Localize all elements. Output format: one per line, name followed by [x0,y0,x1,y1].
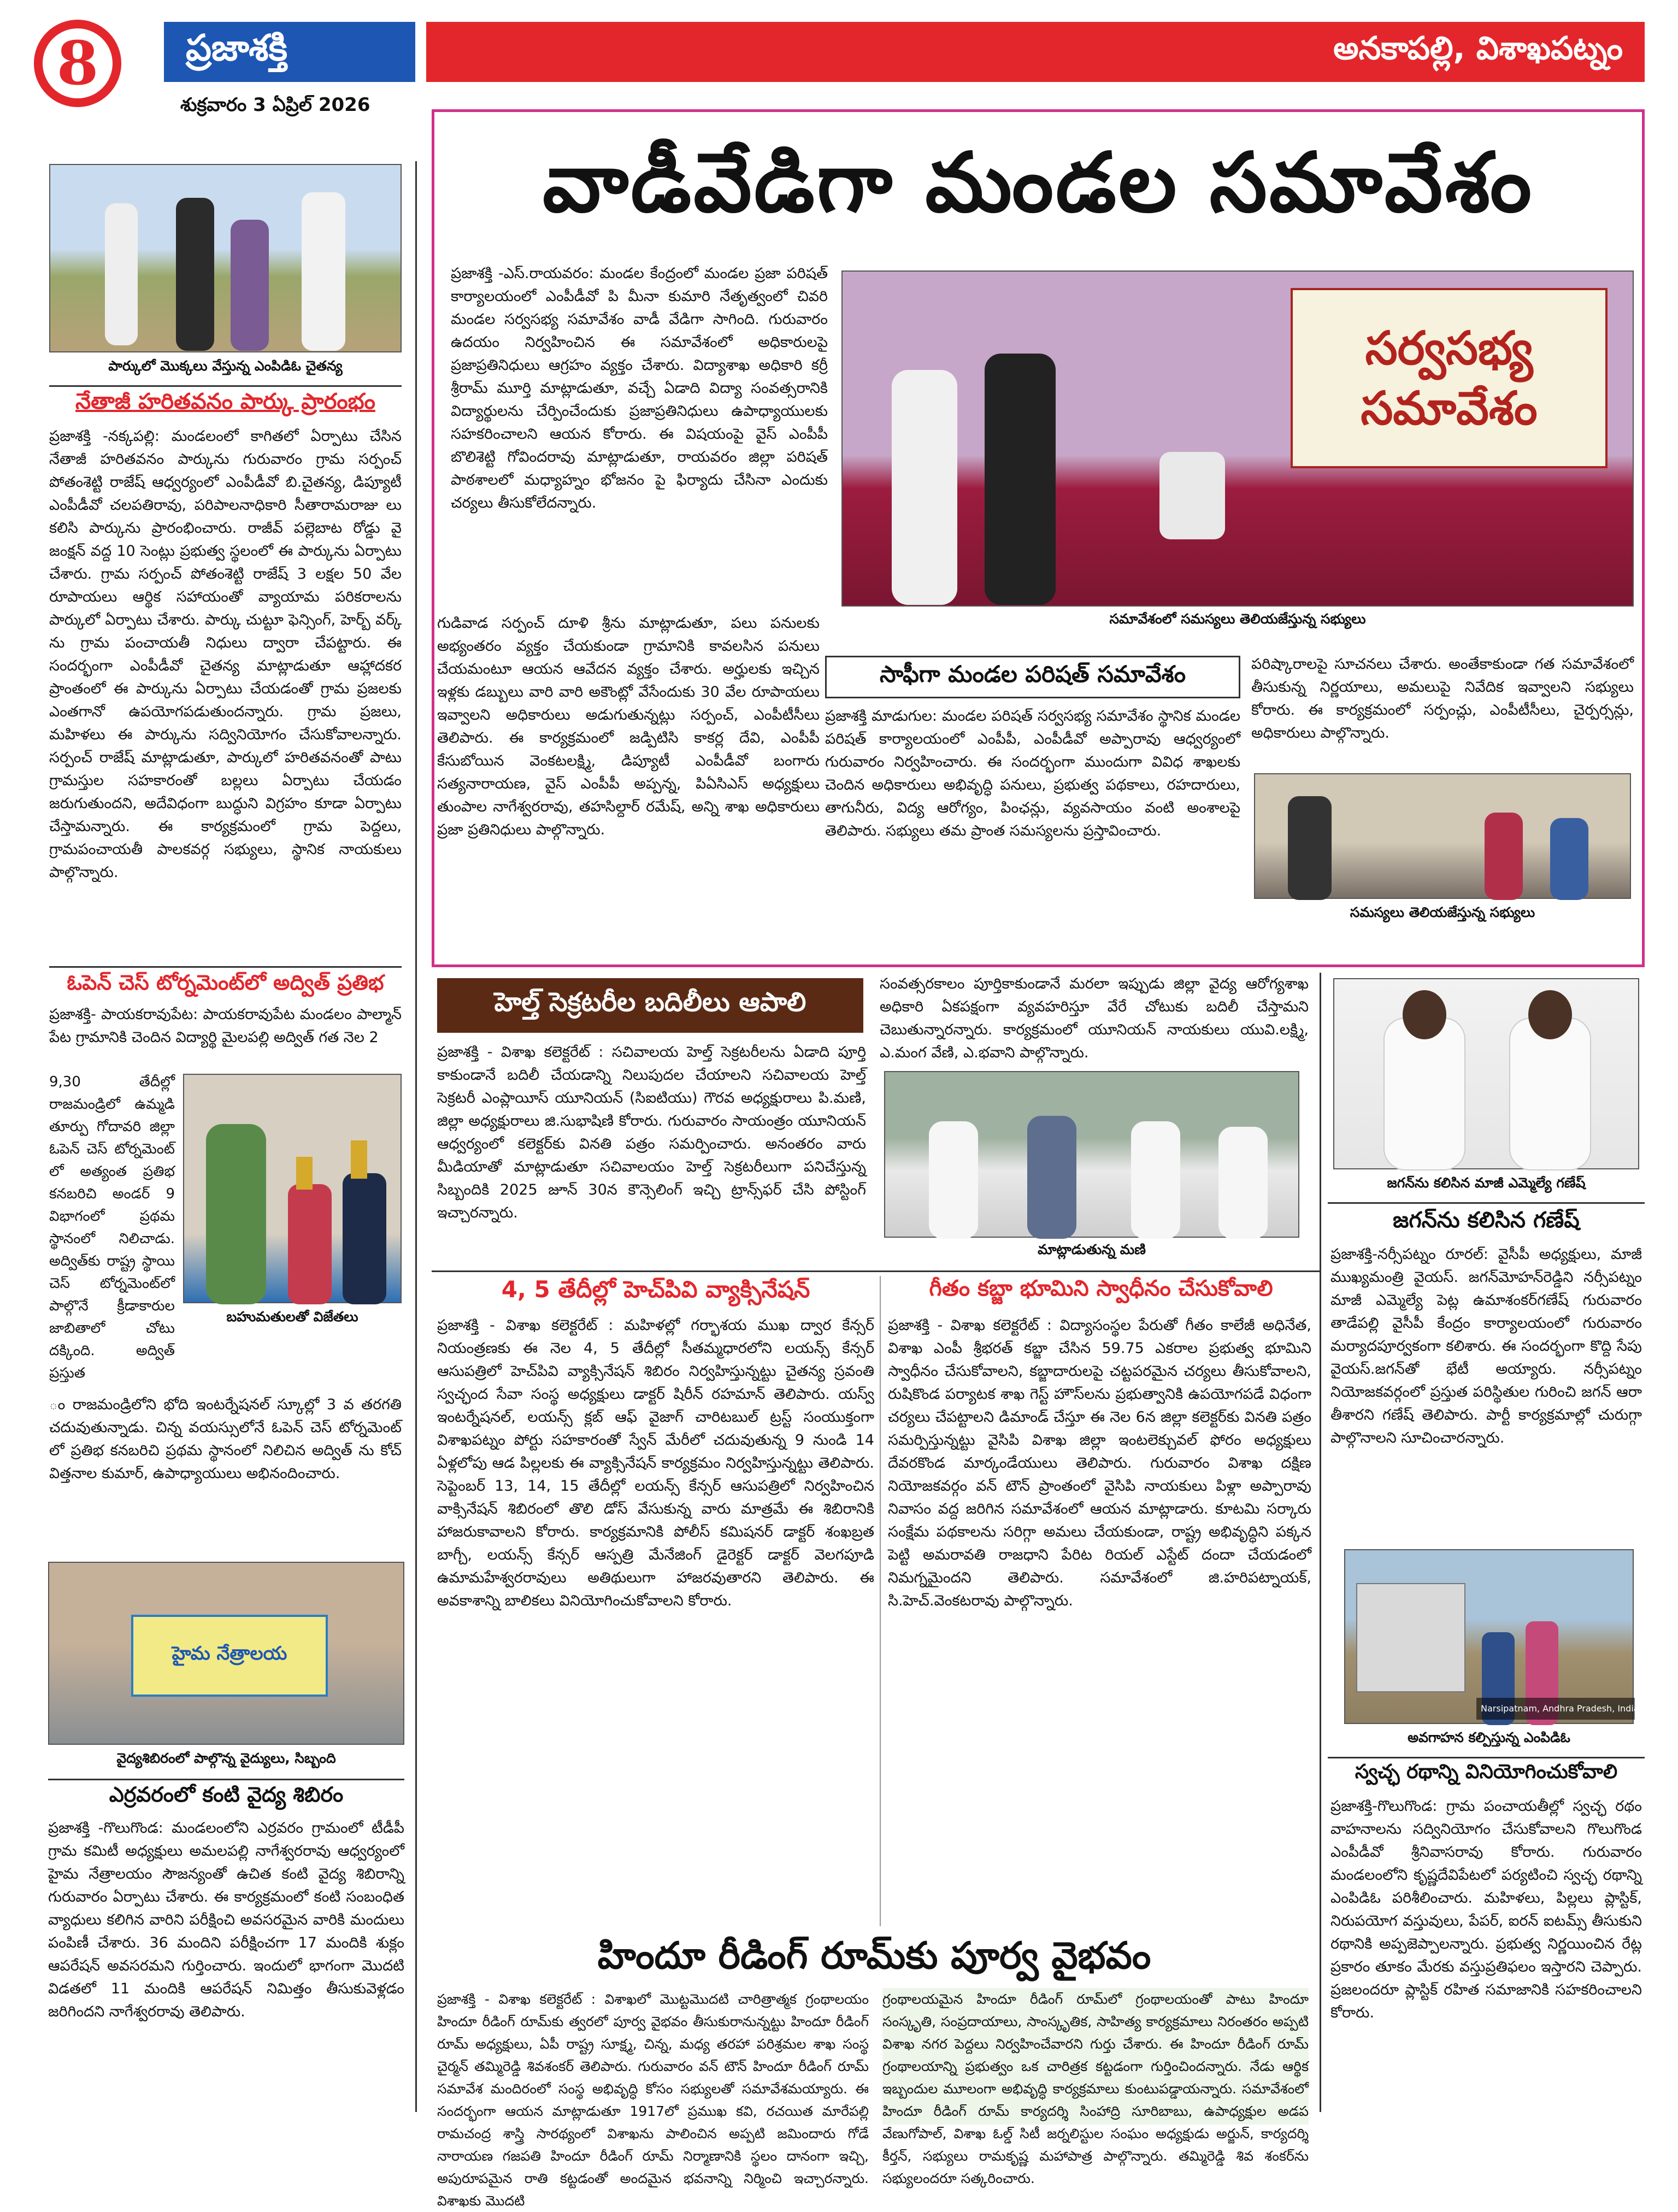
gitam-body: ప్రజాశక్తి - విశాఖ కలెక్టరేట్ : విద్యాసంస్థల పేరుతో గీతం కాలేజీ అధినేత, విశాఖ ఎంపీ శ్రీభరత్ కబ్జా చేసిన 59.75 ఎకరాల ప్రభుత్వ భూమిని స్వాధీనం చేసుకోవాలని, కబ్జాదారులపై చట్టపరమైన చర్యలు తీసుకోవాలని, రుషికొండ పర్యాటక శాఖ గెస్ట్ హౌస్‌లను ప్రభుత్వానికి ఉపయోగపడే విధంగా చర్యలు చేపట్టాలని డిమాండ్ చేస్తూ ఈ నెల 6న జిల్లా కలెక్టర్‌కు వినతి పత్రం సమర్పిస్తున్నట్టు వైసిపి విశాఖ జిల్లా ఇంటలెక్చువల్ ఫోరం అధ్యక్షులు దేవరకొండ మార్కండేయులు తెలిపారు. గురువారం విశాఖ దక్షిణ నియోజకవర్గం వన్ టౌన్ ప్రాంతంలో వైసిపి నాయకులు పిళ్లా అప్పారావు నివాసం వద్ద జరిగిన సమావేశంలో ఆయన మాట్లాడారు. కూటమి సర్కారు సంక్షేమ పథకాలను సరిగ్గా అమలు చేయకుండా, రాష్ట్ర అభివృద్ధిని పక్కన పెట్టి అమరావతి రాజధాని పేరిట రియల్ ఎస్టేట్ దందా చేయడంలో నిమగ్నమైందని తెలిపారు. సమావేశంలో జి.హరిపట్నాయక్, సి.హెచ్.వెంకటరావు పాల్గొన్నారు. [888,1317,1311,1609]
edition-bar [426,22,1645,82]
lead-body-part2: గుడివాడ సర్పంచ్ దూళి శ్రీను మాట్లాడుతూ, పలు పనులకు అభ్యంతరం వ్యక్తం చేయకుండా గ్రామానికి కావలసిన పనులు చేయమంటూ ఆయన ఆవేదన వ్యక్తం చేశారు. అర్హులకు ఇచ్చిన ఇళ్లకు డబ్బులు వారి వారి అకౌంట్లో వేసేందుకు 30 వేల రూపాయలు ఇవ్వాలని అధికారులు అడుగుతున్నట్లు సర్పంచ్, ఎంపీటీసీలు తెలిపారు. ఈ కార్యక్రమంలో జడ్పిటిసి కాకర్ల దేవి, ఎంపీపీ కేసుబోయిన వెంకటలక్ష్మి, డిప్యూటీ ఎంపీడీవో బంగారు సత్యనారాయణ, వైస్ ఎంపీపీ అప్పన్న, పిఏసిఎస్ అధ్యక్షులు తుంపాల నాగేశ్వరరావు, తహసిల్దార్ రమేష్, అన్ని శాఖ అధికారులు ప్రజా ప్రతినిధులు పాల్గొన్నారు. [437,615,820,838]
eye-camp-photo [48,1562,404,1745]
chess-photo-caption: బహుమతులతో విజేతలు [226,1309,358,1325]
hindu-body-part2: గ్రంథాలయమైన హిందూ రీడింగ్ రూమ్‌లో గ్రంథాలయంతో పాటు హిందూ సంస్కృతి, సంప్రదాయాలు, సాంస్కృతిక, సాహిత్య కార్యక్రమాలు నిరంతరం అప్పటి విశాఖ నగర పెద్దలు నిర్వహించేవారని గుర్తు చేశారు. ఈ హిందూ రీడింగ్ రూమ్ గ్రంథాలయాన్ని ప్రభుత్వం ఒక చారిత్రక కట్టడంగా గుర్తించిందన్నారు. నేడు ఆర్థిక ఇబ్బందుల మూలంగా అభివృద్ధి కార్యక్రమాలు కుంటుపడ్డాయన్నారు. సమావేశంలో హిందూ రీడింగ్ రూమ్ కార్యదర్శి సింహాద్రి సూరిబాబు, ఉపాధ్యక్షుల అడప వేణుగోపాల్, విశాఖ ఓల్డ్ సిటీ జర్నలిస్టుల సంఘం అధ్యక్షుడు అర్జున్, కార్యదర్శి కీర్తన్, సభ్యులు రామకృష్ణ మహాపాత్ర పాల్గొన్నారు. తమ్మిరెడ్డి శివ శంకర్‌ను సభ్యులందరూ సత్కరించారు. [882,1988,1309,2125]
park-photo [49,164,402,352]
health-protest-photo [884,1071,1299,1238]
clean-drive-caption: అవగాహన కల్పిస్తున్న ఎంపిడిఓ [1408,1729,1570,1745]
gitam-headline: గీతం కబ్జా భూమిని స్వాధీనం చేసుకోవాలి [929,1276,1273,1301]
clean-headline: స్వచ్ఛ రథాన్ని వినియోగించుకోవాలి [1355,1761,1618,1783]
park-headline: నేతాజీ హరితవనం పార్కు ప్రారంభం [75,389,375,414]
jagan-headline: జగన్‌ను కలిసిన గణేష్ [1393,1208,1580,1233]
jagan-photo-caption: జగన్‌ను కలిసిన మాజీ ఎమ్మెల్యే గణేష్ [1387,1175,1586,1191]
issue-date: శుక్రవారం 3 ఏప్రిల్ 2026 [180,94,370,116]
clean-drive-photo [1344,1549,1639,1724]
health-body-part2: సంవత్సరకాలం పూర్తికాకుండానే మరలా ఇప్పుడు జిల్లా వైద్య ఆరోగ్యశాఖ అధికారి ఏకపక్షంగా వ్యవహరిస్తూ వేరే చోటుకు బదిలీ చేస్తామని చెబుతున్నారన్నారు. కార్యక్రమంలో యూనియన్ నాయకులు యువి.లక్ష్మి, ఎ.మంగ వేణి, ఎ.భవాని పాల్గొన్నారు. [880,975,1309,1061]
chess-headline: ఓపెన్ చెస్ టోర్నమెంట్‌లో అద్విత్ ప్రతిభ [67,970,384,995]
health-body-part1: ప్రజాశక్తి - విశాఖ కలెక్టరేట్ : సచివాలయ హెల్త్ సెక్రటరీలను ఏడాది పూర్తి కాకుండానే బదిలీ చేయడాన్ని నిలుపుదల చేయాలని సచివాలయ హెల్త్ సెక్రటరీ ఎంప్లాయీస్ యూనియన్ (సిఐటియు) గౌరవ అధ్యక్షురాలు పి.మణి, జిల్లా అధ్యక్షురాలు జి.సుభాషిణి కోరారు. గురువారం సాయంత్రం యూనియన్ ఆధ్వర్యంలో కలెక్టర్‌కు వినతి పత్రం సమర్పించారు. అనంతరం వారు మీడియాతో మాట్లాడుతూ సచివాలయం హెల్త్ సెక్రటరీలుగా పనిచేస్తున్న సిబ్బందికి 2025 జూన్ 30న కౌన్సెలింగ్ ఇచ్చి ట్రాన్స్‌ఫర్ చేసి పోస్టింగ్ ఇచ్చారన్నారు. [437,1044,866,1221]
jagan-body: ప్రజాశక్తి-నర్సీపట్నం రూరల్: వైసీపీ అధ్యక్షులు, మాజీ ముఖ్యమంత్రి వైయస్. జగన్‌మోహన్‌రెడ్డిని నర్సీపట్నం మాజీ ఎమ్మెల్యే పెట్ల ఉమాశంకర్‌గణేష్ గురువారం తాడేపల్లి వైసీపీ కేంద్రం కార్యాలయంలో గురువారం మర్యాదపూర్వకంగా కలిశారు. ఈ సందర్భంగా కొద్ది సేపు వైయస్.జగన్‌తో భేటీ అయ్యారు. నర్సీపట్నం నియోజకవర్గంలో ప్రస్తుత పరిస్థితుల గురించి జగన్ ఆరా తీశారని గణేష్ తెలిపారు. పార్టీ కార్యక్రమాల్లో చురుగ్గా పాల్గొనాలని సూచించారన్నారు. [1330,1246,1642,1446]
lead-photo-banner-text: సర్వసభ్య సమావేశం [1361,321,1538,435]
park-photo-caption: పార్కులో మొక్కలు వేస్తున్న ఎంపిడిఓ చైతన్య [108,358,343,374]
safi-headline-box [825,656,1240,698]
health-headline: హెల్త్ సెక్రటరీల బదిలీలు ఆపాలి [494,987,806,1017]
edition-name: అనకాపల్లి, విశాఖపట్నం [1333,29,1623,67]
health-photo-caption: మాట్లాడుతున్న మణి [1038,1242,1146,1257]
chess-body-top: ప్రజాశక్తి- పాయకరావుపేట: పాయకరావుపేట మండలం పాల్మాన్ పేట గ్రామానికి చెందిన విద్యార్థి మైలపల్లి అద్విత్ గత నెల 2 [49,1006,402,1046]
health-headline-box [437,978,863,1033]
eye-camp-body: ప్రజాశక్తి -గొలుగొండ: మండలంలోని ఎర్రవరం గ్రామంలో టీడీపీ గ్రామ కమిటీ అధ్యక్షులు అమలపల్లి నాగేశ్వరరావు ఆధ్వర్యంలో హైమ నేత్రాలయం సౌజన్యంతో ఉచిత కంటి వైద్య శిబిరాన్ని గురువారం ఏర్పాటు చేశారు. ఈ కార్యక్రమంలో కంటి సంబంధిత వ్యాధులు కలిగిన వారిని పరీక్షించి అవసరమైన వారికి మందులు పంపిణీ చేశారు. 36 మందిని పరీక్షించగా 17 మందికి శుక్లం ఆపరేషన్ అవసరమని గుర్తించారు. ఇందులో భాగంగా మొదటి విడతలో 11 మందికి ఆపరేషన్ నిమిత్తం తీసుకువెళ్లడం జరిగిందని నాగేశ్వరరావు తెలిపారు. [48,1820,404,2020]
jagan-photo [1333,978,1639,1169]
clean-body: ప్రజాశక్తి-గొలుగొండ: గ్రామ పంచాయతీల్లో స్వచ్ఛ రథం వాహనాలను సద్వినియోగం చేసుకోవాలని గొలుగొండ ఎంపీడీవో శ్రీనివాసరావు కోరారు. గురువారం మండలంలోని కృష్ణదేవిపేటలో పర్యటించి స్వచ్ఛ రథాన్ని ఎంపిడిఓ పరిశీలించారు. మహిళలు, పిల్లలు ప్లాస్టిక్, నిరుపయోగ వస్తువులు, పేపర్, ఐరన్ ఐటమ్స్ తీసుకుని రథానికి అప్పజెప్పాలన్నారు. ప్రభుత్వ నిర్ణయించిన రేట్ల ప్రకారం తూకం మేరకు వస్తుప్రతిఫలం ఇస్తారని చెప్పారు. ప్రజలందరూ ప్లాస్టిక్ రహిత సమాజానికి సహకరించాలని కోరారు. [1330,1798,1642,2021]
chess-winners-photo [183,1074,402,1303]
lead-meeting-photo [841,270,1634,607]
safi-photo-caption: సమస్యలు తెలియజేస్తున్న సభ్యులు [1350,904,1535,920]
lead-photo-banner [1291,288,1608,468]
hindu-headline: హిందూ రీడింగ్ రూమ్‌కు పూర్వ వైభవం [597,1934,1151,1978]
page-number-badge [34,20,121,107]
page-number: 8 [56,28,99,98]
hindu-body-part1: ప్రజాశక్తి - విశాఖ కలెక్టరేట్ : విశాఖలో మొట్టమొదటి చారిత్రాత్మక గ్రంథాలయం హిందూ రీడింగ్ రూమ్‌కు త్వరలో పూర్వ వైభవం తీసుకురానున్నట్టు హిందూ రీడింగ్ రూమ్ అధ్యక్షులు, ఏపీ రాష్ట్ర సూక్ష్మ, చిన్న, మధ్య తరహా పరిశ్రమల శాఖ సంస్థ చైర్మన్ తమ్మిరెడ్డి శివశంకర్ తెలిపారు. గురువారం వన్ టౌన్ హిందూ రీడింగ్ రూమ్ సమావేశ మందిరంలో సంస్థ అభివృద్ధి కోసం సభ్యులతో సమావేశమయ్యారు. ఈ సందర్భంగా ఆయన మాట్లాడుతూ 1917లో ప్రముఖ కవి, రచయిత మారేపల్లి రామచంద్ర శాస్త్రి సారథ్యంలో విశాఖను పాలించిన అప్పటి జమిందారు గోడే నారాయణ గజపతి హిందూ రీడింగ్ రూమ్ నిర్మాణానికి స్థలం దానంగా ఇచ్చి, అపురూపమైన రాతి కట్టడంతో అందమైన భవనాన్ని నిర్మించి ఇచ్చారన్నారు. విశాఖకు మొదటి [437,1991,869,2209]
safi-body-part1: ప్రజాశక్తి మాడుగుల: మండల పరిషత్ సర్వసభ్య సమావేశం స్థానిక మండల పరిషత్ కార్యాలయంలో ఎంపీపీ, ఎంపీడీవో అప్పారావు ఆధ్వర్యంలో గురువారం నిర్వహించారు. ఈ సందర్భంగా ముందుగా వివిధ శాఖలకు చెందిన అధికారులు అభివృద్ధి పనులు, ప్రభుత్వ పథకాలు, రహదారులు, తాగునీరు, విద్య ఆరోగ్యం, పింఛన్లు, వ్యవసాయం వంటి అంశాలపై తెలిపారు. సభ్యులు తమ ప్రాంత సమస్యలను ప్రస్తావించారు. [825,708,1240,839]
safi-body-part2: పరిష్కారాలపై సూచనలు చేశారు. అంతేకాకుండా గత సమావేశంలో తీసుకున్న నిర్ణయాలు, అమలుపై నివేదిక ఇవ్వాలని సభ్యులు కోరారు. ఈ కార్యక్రమంలో సర్పంచ్లు, ఎంపీటీసీలు, చైర్పర్సన్లు, అధికారులు పాల్గొన్నారు. [1251,656,1634,742]
hpv-body: ప్రజాశక్తి - విశాఖ కలెక్టరేట్ : మహిళల్లో గర్భాశయ ముఖ ద్వార కేన్సర్ నియంత్రణకు ఈ నెల 4, 5 తేదీల్లో సీతమ్మధారలోని లయన్స్ కేన్సర్ ఆసుపత్రిలో హెచ్‌పివి వ్యాక్సినేషన్ శిబిరం నిర్వహిస్తున్నట్టు చైతన్య స్రవంతి స్వచ్ఛంద సేవా సంస్థ అధ్యక్షులు డాక్టర్ షిరీన్ రహమాన్ తెలిపారు. యస్వ్ ఇంటర్నేషనల్, లయన్స్ క్లబ్ ఆఫ్ వైజాగ్ చారిటబుల్ ట్రస్ట్ సంయుక్తంగా విశాఖపట్నం పోర్టు సహకారంతో స్వేన్ మేరీలో చదువుతున్న 9 నుండి 14 ఏళ్లలోపు ఆడ పిల్లలకు ఈ వ్యాక్సినేషన్ కార్యక్రమం నిర్వహిస్తున్నట్టు తెలిపారు. సెప్టెంబర్ 13, 14, 15 తేదీల్లో లయన్స్ కేన్సర్ ఆసుపత్రిలో నిర్వహించిన వాక్సినేషన్ శిబిరంలో తొలి డోస్ వేసుకున్న వారు మాత్రమే ఈ శిబిరానికి హాజరుకావాలని కోరారు. కార్యక్రమానికి పోలీస్ కమిషనర్ డాక్టర్ శంఖబ్రత బాగ్చీ, లయన్స్ కేన్సర్ ఆస్పత్రి మేనేజింగ్ డైరెక్టర్ డాక్టర్ వెలగపూడి ఉమామహేశ్వరరావులు అతిథులుగా హాజరవుతారని తెలిపారు. ఈ అవకాశాన్ని బాలికలు వినియోగించుకోవాలని కోరారు. [437,1317,874,1609]
eye-camp-caption: వైద్యశిబిరంలో పాల్గొన్న వైద్యులు, సిబ్బంది [116,1750,336,1766]
park-body: ప్రజాశక్తి -నక్కపల్లి: మండలంలో కాగితలో ఏర్పాటు చేసిన నేతాజీ హరితవనం పార్కును గురువారం గ్రామ సర్పంచ్ పోతంశెట్టి రాజేష్ ఆధ్వర్యంలో ఎంపీడీవో బి.చైతన్య, డిప్యూటీ ఎంపీడీవో చలపతిరావు, పరిపాలనాధికారి సీతారామరాజు లు కలిసి పార్కును ప్రారంభించారు. రాజీవ్ పల్లెబాట రోడ్డు వై జంక్షన్ వద్ద 10 సెంట్లు ప్రభుత్వ స్థలంలో ఈ పార్కును ఏర్పాటు చేశారు. గ్రామ సర్పంచ్ పోతంశెట్టి రాజేష్ 3 లక్షల 50 వేల రూపాయలు ఆర్థిక సహాయంతో వ్యాయామ పరికరాలను పార్కులో ఏర్పాటు చేశారు. పార్కు చుట్టూ ఫెన్సింగ్, హెర్బ్ వర్క్ ను గ్రామ పంచాయతీ నిధులు ద్వారా చేపట్టారు. ఈ సందర్భంగా ఎంపీడీవో చైతన్య మాట్లాడుతూ ఆహ్లాదకర ప్రాంతంలో ఈ పార్కును ఏర్పాటు చేయడంతో గ్రామ ప్రజలకు ఎంతగానో ఉపయోగపడుతుందన్నారు. గ్రామ ప్రజలు, మహిళలు ఈ పార్కును సద్వినియోగం చేసుకోవాలన్నారు. సర్పంచ్ రాజేష్ మాట్లాడుతూ, పార్కులో హరితవనంతో పాటు గ్రామస్తుల సహకారంతో బల్లలు ఏర్పాటు చేయడం జరుగుతుందని, అదేవిధంగా బుద్ధుని విగ్రహం కూడా ఏర్పాటు చేస్తామన్నారు. ఈ కార్యక్రమంలో గ్రామ పెద్దలు, గ్రామపంచాయతీ పాలకవర్గ సభ్యులు, స్థానిక నాయకులు పాల్గొన్నారు. [49,428,402,881]
lead-headline: వాడీవేడిగా మండల సమావేశం [543,136,1534,231]
lead-body-part1: ప్రజాశక్తి -ఎస్.రాయవరం: మండల కేంద్రంలో మండల ప్రజా పరిషత్ కార్యాలయంలో ఎంపీడీవో పి మీనా కుమారి నేతృత్వంలో చివరి మండల సర్వసభ్య సమావేశం వాడీ వేడిగా సాగింది. గురువారం ఉదయం నిర్వహించిన ఈ సమావేశంలో అధికారులపై ప్రజాప్రతినిధులు ఆగ్రహం వ్యక్తం చేశారు. విద్యాశాఖ అధికారి కర్రీ శ్రీరామ్ మూర్తి మాట్లాడుతూ, వచ్చే ఏడాది విద్యా సంవత్సరానికి విద్యార్థులను చేర్పించేందుకు ప్రజాప్రతినిధులు ఉపాధ్యాయులకు సహకరించాలని ఆయన కోరారు. ఈ విషయంపై వైస్ ఎంపీపీ బొలిశెట్టి గోవిందరావు మాట్లాడుతూ, రాయవరం జిల్లా పరిషత్ పాఠశాలలో మధ్యాహ్నం భోజనం పై ఫిర్యాదు చేసినా ఎందుకు చర్యలు తీసుకోలేదన్నారు. [451,265,828,511]
lead-photo-caption: సమావేశంలో సమస్యలు తెలియజేస్తున్న సభ్యులు [1109,611,1366,627]
paper-name: ప్రజాశక్తి [186,26,288,69]
clean-photo-overlay: Narsipatnam, Andhra Pradesh, India [1476,1698,1635,1720]
paper-name-bar [164,22,415,82]
eye-camp-headline: ఎర్రవరంలో కంటి వైద్య శిబిరం [109,1782,344,1807]
eye-camp-banner-text: హైమ నేత్రాలయ [172,1643,287,1664]
chess-body-side: 9,30 తేదీల్లో రాజమండ్రిలో ఉమ్మడి తూర్పు గోదావరి జిల్లా ఓపెన్ చెస్ టోర్నమెంట్ లో అత్యంత ప్రతిభ కనబరిచి అండర్ 9 విభాగంలో ప్రథమ స్థానంలో నిలిచాడు. అద్విత్‌కు రాష్ట్ర స్థాయి చెస్ టోర్నమెంట్‌లో పాల్గొనే క్రీడాకారుల జాబితాలో చోటు దక్కింది. అద్విత్ ప్రస్తుత [49,1074,175,1381]
safi-headline: సాఫీగా మండల పరిషత్ సమావేశం [879,661,1186,687]
safi-meeting-photo [1254,773,1631,899]
chess-body-bottom: ం రాజమండ్రిలోని భోది ఇంటర్నేషనల్ స్కూల్లో 3 వ తరగతి చదువుతున్నాడు. చిన్న వయస్సులోనే ఓపెన్ చెస్ టోర్నమెంట్ లో ప్రతిభ కనబరిచి ప్రథమ స్థానంలో నిలిచిన అద్విత్ ను కోచ్ విత్తనాల కుమార్, ఉపాధ్యాయులు అభినందించారు. [49,1396,402,1482]
hpv-headline: 4, 5 తేదీల్లో హెచ్‌పివి వ్యాక్సినేషన్ [501,1276,810,1303]
eye-camp-banner [131,1615,328,1697]
